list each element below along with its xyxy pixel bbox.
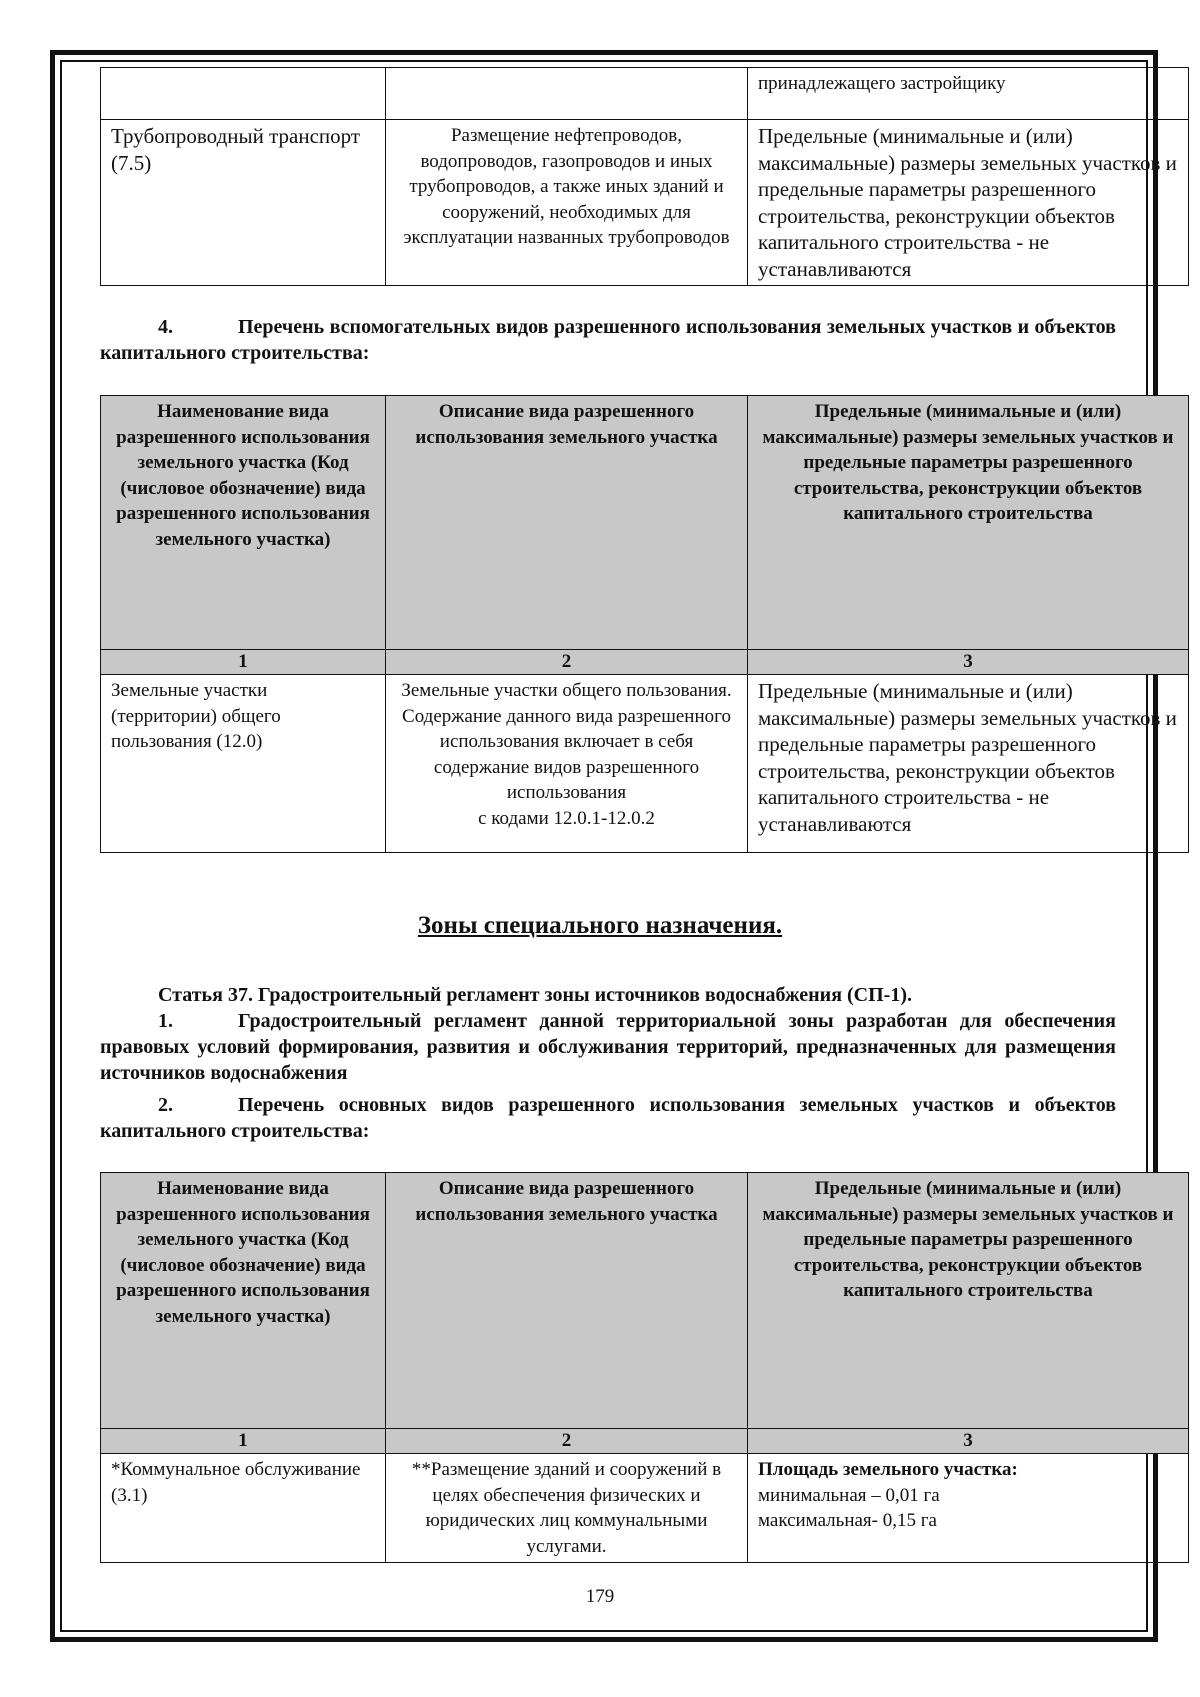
table-cell: *Коммунальное обслуживание (3.1)	[101, 1454, 386, 1563]
paragraph-text: Перечень основных видов разрешенного использования земельных участков и объектов капитального строительства:	[100, 1094, 1116, 1142]
table-cell: Трубопроводный транспорт (7.5)	[101, 120, 386, 286]
cell-title: Площадь земельного участка:	[758, 1459, 1018, 1480]
article-title: Статья 37. Градостроительный регламент зоны источников водоснабжения (СП-1).	[158, 984, 913, 1006]
column-header: Наименование вида разрешенного использования земельного участка (Код (числовое обозначение) вида разрешенного использования земельного участка)	[101, 396, 386, 650]
column-header: Наименование вида разрешенного использования земельного участка (Код (числовое обозначение) вида разрешенного использования земельного участка)	[101, 1173, 386, 1429]
paragraph-text: Градостроительный регламент данной территориальной зоны разработан для обеспечения правовых условий формирования, развития и обслуживания территорий, предназначенных для размещения источников водоснабжения	[100, 1010, 1116, 1084]
table-cell	[748, 1454, 1189, 1563]
paragraph-number: 2.	[158, 1094, 173, 1116]
table-cell: Земельные участки (территории) общего пользования (12.0)	[101, 675, 386, 853]
section-title: Зоны специального назначения.	[417, 912, 783, 939]
paragraph-text: Перечень вспомогательных видов разрешенного использования земельных участков и объектов капитального строительства:	[100, 316, 1116, 364]
table-header-row	[101, 396, 1189, 650]
table-cell	[101, 68, 386, 120]
table-row	[101, 675, 1189, 853]
column-number-row	[101, 1429, 1189, 1454]
table-cell: **Размещение зданий и сооружений в целях обеспечения физических и юридических лиц коммунальными услугами.	[386, 1454, 748, 1563]
paragraph-2	[100, 1092, 1116, 1144]
table-cell: Предельные (минимальные и (или) максимальные) размеры земельных участков и предельные параметры разрешенного строительства, реконструкции объектов капитального строительства - не устанавливаются	[748, 675, 1189, 853]
table-auxiliary-uses	[100, 395, 1189, 853]
page-number: 179	[585, 1586, 615, 1607]
column-number: 2	[386, 650, 748, 675]
cell-text: Земельные участки общего пользования. Содержание данного вида разрешенного использования включает в себя содержание видов разрешенного использования	[401, 680, 732, 803]
table-cell	[386, 68, 748, 120]
column-number: 1	[101, 650, 386, 675]
cell-max-area: максимальная- 0,15 га	[758, 1510, 937, 1531]
table-cell: Предельные (минимальные и (или) максимальные) размеры земельных участков и предельные параметры разрешенного строительства, реконструкции объектов капитального строительства - не устанавливаются	[748, 120, 1189, 286]
column-header: Предельные (минимальные и (или) максимальные) размеры земельных участков и предельные параметры разрешенного строительства, реконструкции объектов капитального строительства	[748, 1173, 1189, 1429]
table-row	[101, 1454, 1189, 1563]
column-header: Предельные (минимальные и (или) максимальные) размеры земельных участков и предельные параметры разрешенного строительства, реконструкции объектов капитального строительства	[748, 396, 1189, 650]
column-number: 1	[101, 1429, 386, 1454]
column-number: 3	[748, 650, 1189, 675]
table-continuation	[100, 67, 1189, 286]
column-number: 2	[386, 1429, 748, 1454]
paragraph-number: 4.	[158, 316, 173, 338]
column-number: 3	[748, 1429, 1189, 1454]
cell-codes: с кодами 12.0.1-12.0.2	[478, 807, 655, 829]
cell-min-area: минимальная – 0,01 га	[758, 1484, 940, 1506]
paragraph-number: 1.	[158, 1010, 173, 1032]
table-cell: принадлежащего застройщику	[748, 68, 1189, 120]
column-number-row	[101, 650, 1189, 675]
table-row	[101, 68, 1189, 120]
table-header-row	[101, 1173, 1189, 1429]
table-main-uses	[100, 1172, 1189, 1563]
column-header: Описание вида разрешенного использования земельного участка	[386, 396, 748, 650]
paragraph-1	[100, 1008, 1116, 1086]
paragraph-4	[100, 314, 1116, 366]
table-row	[101, 120, 1189, 286]
table-cell	[386, 675, 748, 853]
table-cell: Размещение нефтепроводов, водопроводов, газопроводов и иных трубопроводов, а также иных зданий и сооружений, необходимых для эксплуатации названных трубопроводов	[386, 120, 748, 286]
column-header: Описание вида разрешенного использования земельного участка	[386, 1173, 748, 1429]
